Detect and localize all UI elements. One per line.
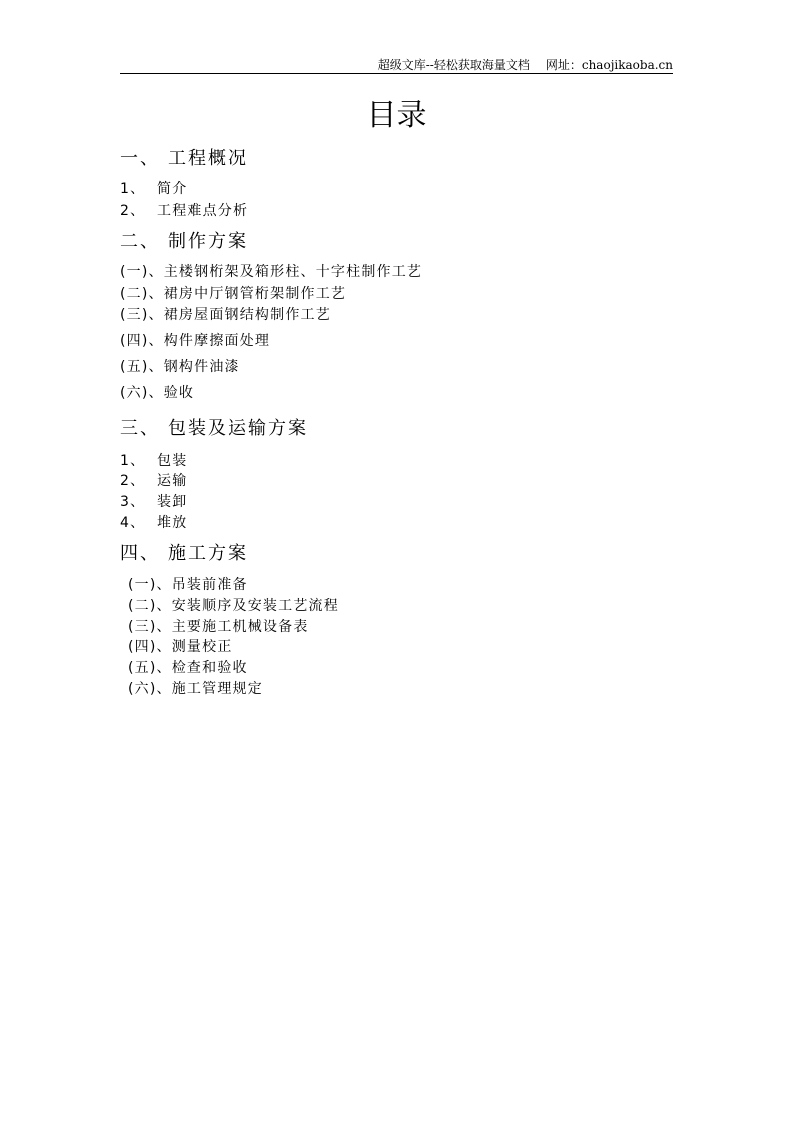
toc-item: (四)、测量校正 [128,639,233,655]
toc-item-number: 1、 [120,181,146,197]
toc-section-label: 施工方案 [168,543,248,564]
toc-section-1 [120,146,248,172]
toc-item: (六)、施工管理规定 [128,681,263,697]
toc-item-number: 1、 [120,453,146,469]
toc-item: (一)、主楼钢桁架及箱形柱、十字柱制作工艺 [120,264,423,280]
toc-section-label: 工程概况 [168,148,248,169]
header-site-name: 超级文库--轻松获取海量文档 [377,58,530,72]
toc-section-number: 三、 [120,418,160,439]
toc-item [120,201,248,221]
toc-section-3 [120,416,308,442]
toc-section-number: 四、 [120,543,160,564]
toc-item: (五)、钢构件油漆 [120,359,240,375]
toc-section-2 [120,229,248,255]
toc-item-label: 运输 [157,473,188,489]
toc-section-label: 制作方案 [168,231,248,252]
toc-section-number: 一、 [120,148,160,169]
toc-item: (三)、裙房屋面钢结构制作工艺 [120,307,331,323]
toc-item [120,492,187,512]
toc-item: (五)、检查和验收 [128,660,248,676]
toc-item [120,451,187,471]
toc-item: (三)、主要施工机械设备表 [128,619,309,635]
toc-item-number: 3、 [120,494,146,510]
header-url: 网址：chaojikaoba.cn [545,58,673,72]
toc-item: (六)、验收 [120,385,195,401]
toc-section-4 [120,541,248,567]
toc-item: (一)、吊装前准备 [128,577,248,593]
toc-item [120,179,187,199]
toc-item-label: 装卸 [157,494,188,510]
toc-section-number: 二、 [120,231,160,252]
toc-item-label: 包装 [157,453,188,469]
toc-item-label: 堆放 [157,515,188,531]
toc-section-label: 包装及运输方案 [168,418,308,439]
toc-item [120,513,187,533]
toc-item [120,471,187,491]
page-title: 目录 [366,98,427,133]
toc-item-number: 4、 [120,515,146,531]
toc-item-label: 简介 [157,181,188,197]
toc-item-label: 工程难点分析 [157,203,249,219]
toc-item-number: 2、 [120,473,146,489]
page-header [120,56,673,74]
toc-item: (二)、裙房中厅钢管桁架制作工艺 [120,286,347,302]
header-divider [120,73,673,74]
toc-item: (四)、构件摩擦面处理 [120,333,271,349]
toc-item-number: 2、 [120,203,146,219]
toc-item: (二)、安装顺序及安装工艺流程 [128,598,339,614]
